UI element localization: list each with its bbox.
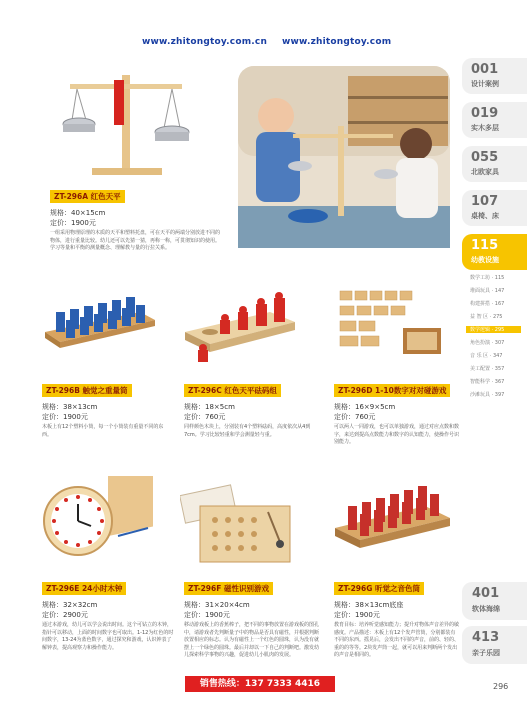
product-price: 定价：1900元 bbox=[42, 413, 88, 421]
category-label: 设计案例 bbox=[471, 80, 499, 88]
category-label: 实木多层 bbox=[471, 124, 499, 132]
subcategory-item[interactable]: 角色扮演 · 307 bbox=[470, 340, 505, 346]
subcategory-item[interactable]: 沙滩玩具 · 397 bbox=[470, 392, 505, 398]
product-size: 规格：38×13cm bbox=[42, 403, 98, 411]
category-label: 幼教设施 bbox=[471, 256, 499, 264]
product-size: 规格：16×9×5cm bbox=[334, 403, 396, 411]
category-107[interactable] bbox=[462, 190, 527, 226]
product-desc: 木板上有12个塑料小筒，每一个小筒装有重量不同的东西。 bbox=[42, 424, 164, 438]
category-number: 019 bbox=[471, 106, 499, 121]
category-number: 107 bbox=[471, 194, 499, 209]
product-desc: 教育目标：培养听觉感知能力；提升对物体声音差异的敏感度。产品描述：木板上有12个发声管筒，分别都装有不同的东西。摇晃后，会发出不同的声音，前的、轻的、重的的等等。2块发声筒一起，就可以用来判断两个发出的声音是相同的。 bbox=[334, 622, 460, 658]
product-tag-296c: ZT-296C 红色天平砝码组 bbox=[184, 384, 281, 397]
product-price: 定价：1900元 bbox=[334, 611, 380, 619]
subcategory-item[interactable]: 美工配置 · 357 bbox=[470, 366, 505, 372]
category-label: 北欧家具 bbox=[471, 168, 499, 176]
product-tag-296a: ZT-296A 红色天平 bbox=[50, 190, 125, 203]
product-size: 规格：32×32cm bbox=[42, 601, 98, 609]
number-matching-image bbox=[335, 288, 445, 368]
website-url-left[interactable]: www.zhitongtoy.com.cn bbox=[142, 37, 268, 47]
product-desc: 可以两人一同游戏，也可以单独游戏，通过对应点数和数字，来达到提高点数能力和数字的认知能力，使操作号识别能力。 bbox=[334, 424, 460, 445]
category-019[interactable] bbox=[462, 102, 527, 138]
product-desc: 同样颜色木块上，分别装有4个塑料砝码，高度依次从4到7cm。学习比较轻重和学会测量轻与重。 bbox=[184, 424, 311, 438]
weight-cylinders-image bbox=[40, 290, 160, 350]
magnetic-game-image bbox=[180, 482, 300, 567]
red-balance-image bbox=[52, 60, 202, 180]
product-tag-296b: ZT-296B 触觉之重量筒 bbox=[42, 384, 132, 397]
product-tag-296f: ZT-296F 磁性识别游戏 bbox=[184, 582, 273, 595]
subcategory-item[interactable]: 数学工坊 · 115 bbox=[470, 275, 505, 281]
children-playing-photo bbox=[238, 66, 450, 248]
category-413[interactable] bbox=[462, 626, 527, 664]
category-number: 413 bbox=[472, 630, 500, 645]
category-number: 115 bbox=[471, 238, 499, 253]
category-401[interactable] bbox=[462, 582, 527, 620]
subcategory-item[interactable]: 堆面玩具 · 147 bbox=[470, 288, 505, 294]
category-115[interactable] bbox=[462, 234, 527, 270]
sound-cylinders-image bbox=[330, 478, 455, 556]
red-weights-image bbox=[180, 292, 300, 368]
product-price: 定价：760元 bbox=[334, 413, 376, 421]
wooden-clock-image bbox=[38, 476, 163, 564]
product-desc: 一组采用物理原理的木质的天平和塑料托盘，可在天平的两端分别放进不同的物体，进行重量比较。幼儿还可以先猜一猜，再称一称，可贯彻知识的使用。学习等量和平衡的测量概念、理解教与量的行拉关系。 bbox=[50, 230, 221, 251]
product-price: 定价：1900元 bbox=[184, 611, 230, 619]
category-sidebar bbox=[462, 58, 527, 528]
product-size: 规格：18×5cm bbox=[184, 403, 235, 411]
page-number: 296 bbox=[493, 682, 509, 691]
product-size: 规格：38×13cm底座 bbox=[334, 601, 404, 609]
category-number: 055 bbox=[471, 150, 499, 165]
product-tag-296e: ZT-296E 24小时木钟 bbox=[42, 582, 126, 595]
subcategory-item[interactable]: 音 乐 区 · 347 bbox=[470, 353, 503, 359]
subcategory-item[interactable]: 益 智 区 · 275 bbox=[470, 314, 503, 320]
subcategory-item[interactable]: 构建拼搭 · 167 bbox=[470, 301, 505, 307]
product-tag-296g: ZT-296G 听觉之音色筒 bbox=[334, 582, 424, 595]
category-label: 桌椅、床 bbox=[471, 212, 499, 220]
category-label: 亲子乐园 bbox=[472, 649, 500, 657]
category-number: 001 bbox=[471, 62, 499, 77]
product-size: 规格：31×20×4cm bbox=[184, 601, 250, 609]
product-price: 定价：760元 bbox=[184, 413, 226, 421]
website-url-right[interactable]: www.zhitongtoy.com bbox=[282, 37, 392, 47]
category-number: 401 bbox=[472, 586, 500, 601]
sales-hotline[interactable]: 销售热线：137 7333 4416 bbox=[185, 676, 335, 692]
product-desc: 通过本游戏，幼儿可以学会说出时间。这个可钻立的木钟，指针可以移动，上面的时间数字也可取出。1-12为红色的时间数字，13-24为蓝色数字，通过探究和游戏，认识钟表了解钟表，提高观察力和操作能力。 bbox=[42, 622, 174, 651]
product-price: 定价：2900元 bbox=[42, 611, 88, 619]
product-tag-296d: ZT-296D 1-10数字对对碰游戏 bbox=[334, 384, 450, 397]
category-label: 软体海绵 bbox=[472, 605, 500, 613]
subcategory-item-active[interactable]: 数学逻辑 · 295 bbox=[466, 326, 521, 333]
product-desc: 移动游戏板上的香蕉棒子，把不同的事物放置在游戏板的图孔中，请游戏者先判断量子中的物品是否具有磁性，并根据判断放置相应的标志。认为有磁性上一个红色的圆珠，认为没有就摆上一个绿色的圆珠。最后并却以一下自己的判断吧。激发幼儿探索科学事物的兴趣，促进幼儿小肌肉的发展。 bbox=[184, 622, 320, 658]
subcategory-item[interactable]: 智能科学 · 367 bbox=[470, 379, 505, 385]
product-size: 规格：40×15cm bbox=[50, 209, 106, 217]
product-price: 定价：1900元 bbox=[50, 219, 96, 227]
category-001[interactable] bbox=[462, 58, 527, 94]
category-055[interactable] bbox=[462, 146, 527, 182]
